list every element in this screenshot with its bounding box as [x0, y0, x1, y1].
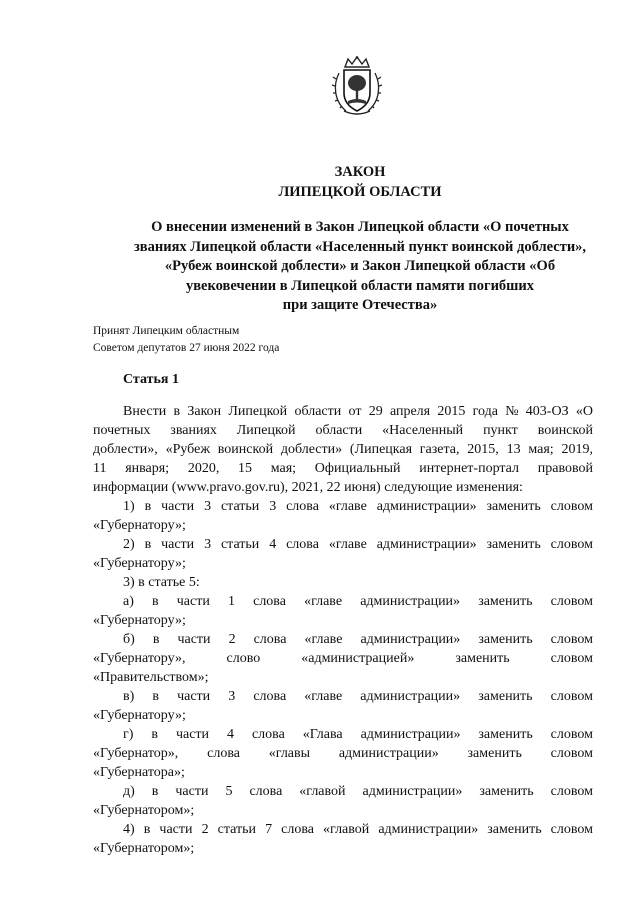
word: части [161, 537, 195, 552]
word: (Липецкая [349, 442, 413, 457]
word: словом [550, 822, 593, 837]
word: словом [550, 784, 593, 799]
word: в [144, 499, 152, 514]
article-title: Статья 1 [123, 372, 179, 387]
subject-line: О внесении изменений в Закон Липецкой области «О почетных [151, 219, 569, 235]
word: заменить [479, 784, 534, 799]
adoption-line: Принят Липецким областным [93, 325, 240, 337]
word: заменить [486, 499, 541, 514]
word: года [472, 404, 498, 419]
word: «главе [304, 632, 343, 647]
word: д) [123, 784, 135, 799]
word: Внести [123, 404, 167, 419]
word: пункт [483, 423, 518, 438]
word: доблести», [93, 442, 158, 457]
word: области [315, 423, 363, 438]
word: мая; [270, 461, 297, 476]
text-line [93, 725, 593, 744]
subject-line: «Рубеж воинской доблести» и Закон Липецкой области «Об [164, 258, 556, 274]
word: воинской [217, 442, 274, 457]
word: слова [281, 822, 314, 837]
word: слова [207, 746, 240, 761]
word: «Рубеж [165, 442, 210, 457]
word: 2015, [467, 442, 499, 457]
word: слова [249, 784, 283, 799]
text-line [93, 440, 593, 459]
word: статьи [220, 537, 260, 552]
word: слова [251, 727, 285, 742]
word: интернет-портал [419, 461, 520, 476]
word: части [176, 594, 210, 609]
word: заменить [478, 689, 533, 704]
text-line: «Губернатору»; [93, 708, 186, 723]
word: слова [286, 537, 319, 552]
word: администрации» [378, 822, 479, 837]
word: статьи [220, 499, 260, 514]
text-line [93, 592, 593, 611]
word: администрации» [376, 537, 477, 552]
word: администрации» [360, 632, 461, 647]
word: «О [575, 404, 593, 419]
word: администрации» [362, 784, 463, 799]
word: а) [123, 594, 134, 609]
word: словом [550, 689, 593, 704]
word: воинской [537, 423, 593, 438]
word: администрации» [360, 594, 461, 609]
word: словом [550, 594, 593, 609]
word: слова [253, 594, 286, 609]
word: «администрацией» [301, 651, 415, 666]
word: заменить [487, 822, 542, 837]
word: 7 [265, 822, 273, 837]
text-line [93, 402, 593, 421]
coat-of-arms-icon [330, 55, 384, 119]
text-line: 3) в статье 5: [123, 575, 200, 590]
subject-line: при защите Отечества» [282, 297, 438, 313]
word: правовой [537, 461, 593, 476]
text-line [93, 744, 593, 763]
text-line: «Губернатора»; [93, 765, 185, 780]
text-line [93, 820, 593, 839]
word: 3 [228, 689, 236, 704]
text-line: «Губернатором»; [93, 841, 195, 856]
article-body [93, 402, 593, 858]
word: 3 [204, 537, 212, 552]
word: «главе [328, 499, 367, 514]
word: заменить [455, 651, 510, 666]
word: заменить [478, 727, 533, 742]
word: заменить [467, 746, 522, 761]
word: в [152, 689, 159, 704]
word: г) [123, 727, 134, 742]
word: «главы [268, 746, 311, 761]
law-subject [70, 218, 640, 316]
text-line [93, 782, 593, 801]
word: «Губернатору», [93, 651, 186, 666]
word: в [152, 632, 160, 647]
word: администрации» [360, 727, 461, 742]
word: 1) [123, 499, 135, 514]
word: слова [253, 632, 287, 647]
text-line [93, 459, 593, 478]
word: 4 [269, 537, 277, 552]
text-line: информации (www.pravo.gov.ru), 2021, 22 июня) следующие изменения: [93, 480, 523, 495]
word: 5 [225, 784, 233, 799]
word: «главе [304, 594, 343, 609]
text-line [93, 649, 593, 668]
word: 15 [238, 461, 253, 476]
word: в [152, 594, 159, 609]
text-line [93, 421, 593, 440]
word: слово [226, 651, 261, 666]
word: Липецкой [236, 423, 296, 438]
word: газета, [419, 442, 460, 457]
word: 2 [201, 822, 209, 837]
word: 11 [93, 461, 107, 476]
word: части [177, 632, 211, 647]
word: № [505, 404, 519, 419]
text-line: «Губернатором»; [93, 803, 195, 818]
word: в [143, 822, 151, 837]
word: 4) [123, 822, 135, 837]
word: званиях [170, 423, 217, 438]
word: 29 [368, 404, 383, 419]
text-line: «Губернатору»; [93, 518, 186, 533]
word: статьи [217, 822, 256, 837]
word: б) [123, 632, 135, 647]
word: администрации» [338, 746, 439, 761]
word: части [177, 689, 211, 704]
word: Липецкой [228, 404, 288, 419]
word: «главой [299, 784, 346, 799]
word: «Населенный [382, 423, 464, 438]
word: Закон [187, 404, 222, 419]
word: доблести» [280, 442, 343, 457]
text-line: «Губернатору»; [93, 613, 186, 628]
word: 2 [228, 632, 236, 647]
word: 3 [204, 499, 212, 514]
text-line [93, 497, 593, 516]
text-line [93, 687, 593, 706]
word: части [175, 784, 209, 799]
word: словом [550, 632, 593, 647]
word: 2015 [437, 404, 466, 419]
word: мая; [528, 442, 554, 457]
word: «Глава [302, 727, 343, 742]
word: словом [550, 746, 593, 761]
adoption-note [93, 323, 279, 357]
text-line: «Губернатору»; [93, 556, 186, 571]
subject-line: званиях Липецкой области «Населенный пункт воинской доблести», [133, 238, 587, 255]
word: «Губернатор», [93, 746, 179, 761]
word: заменить [486, 537, 541, 552]
text-line [93, 630, 593, 649]
word: января; [125, 461, 170, 476]
text-line: «Правительством»; [93, 670, 209, 685]
word: «главе [304, 689, 343, 704]
text-line [93, 535, 593, 554]
word: словом [550, 499, 593, 514]
law-region: ЛИПЕЦКОЙ ОБЛАСТИ [278, 184, 442, 200]
word: в) [123, 689, 135, 704]
adoption-line: Советом депутатов 27 июня 2022 года [93, 342, 280, 354]
word: словом [550, 727, 593, 742]
word: Официальный [314, 461, 401, 476]
subject-line: увековечении в Липецкой области памяти погибших [185, 277, 535, 294]
word: 3 [269, 499, 277, 514]
word: в [173, 404, 181, 419]
word: заменить [478, 594, 533, 609]
word: слова [253, 689, 287, 704]
word: администрации» [360, 689, 461, 704]
word: части [175, 727, 210, 742]
word: почетных [93, 423, 151, 438]
word: части [159, 822, 193, 837]
law-title: ЗАКОН [334, 164, 386, 180]
word: 4 [226, 727, 234, 742]
word: 1 [227, 594, 235, 609]
word: «главе [328, 537, 367, 552]
word: администрации» [376, 499, 477, 514]
word: словом [550, 651, 593, 666]
word: заменить [478, 632, 533, 647]
word: части [161, 499, 195, 514]
word: 2) [123, 537, 135, 552]
word: 13 [506, 442, 521, 457]
word: 2019, [561, 442, 593, 457]
word: в [144, 537, 152, 552]
word: слова [286, 499, 319, 514]
word: словом [550, 537, 593, 552]
word: «главой [323, 822, 370, 837]
word: в [151, 727, 158, 742]
word: 2020, [187, 461, 220, 476]
word: 403-ОЗ [525, 404, 569, 419]
word: области [294, 404, 342, 419]
word: апреля [389, 404, 431, 419]
word: в [151, 784, 159, 799]
word: от [348, 404, 362, 419]
